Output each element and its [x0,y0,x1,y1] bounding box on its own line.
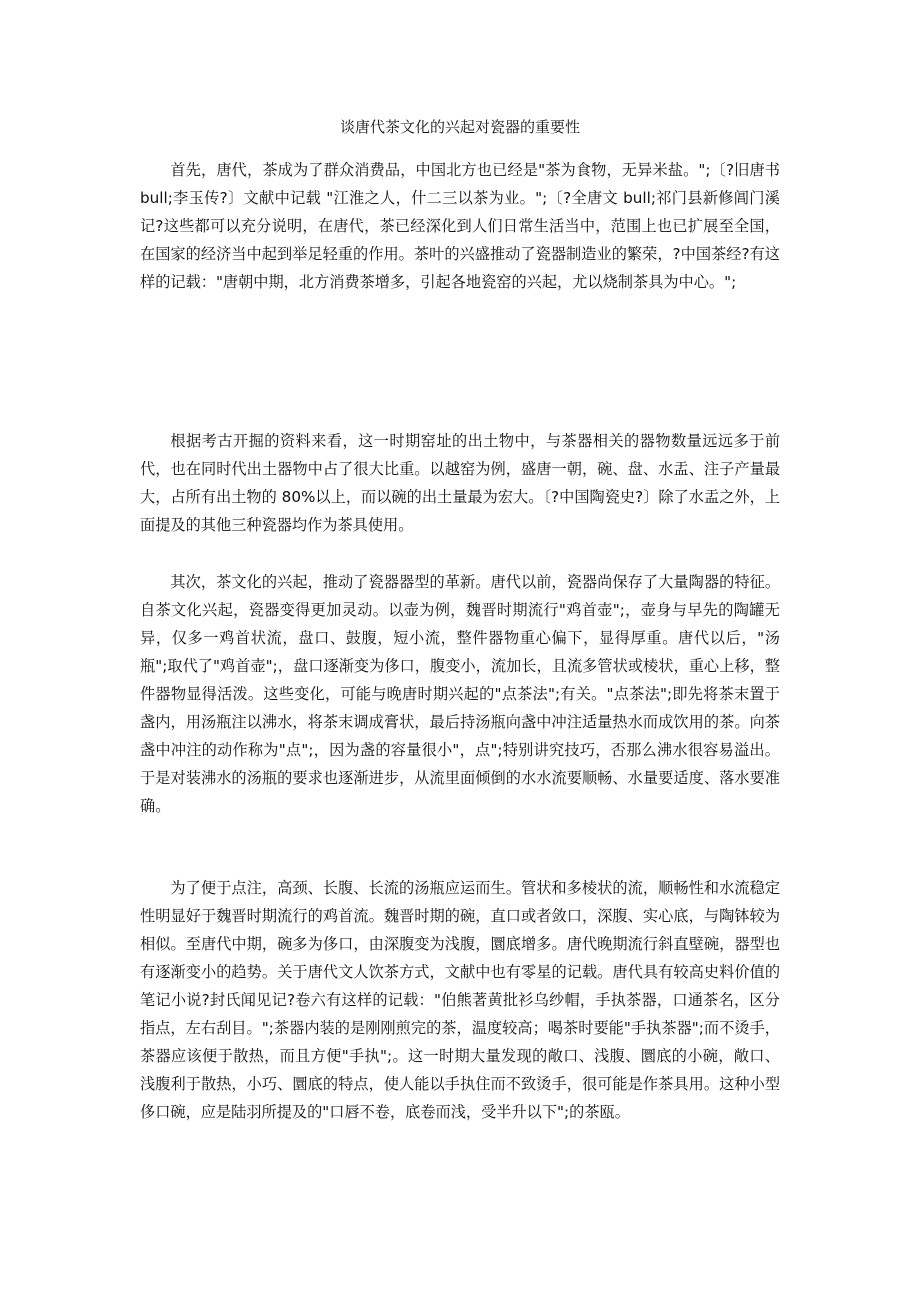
paragraph-4: 为了便于点注，高颈、长腹、长流的汤瓶应运而生。管状和多棱状的流，顺畅性和水流稳定性明显好于魏晋时期流行的鸡首流。魏晋时期的碗，直口或者敛口，深腹、实心底，与陶钵较为相似。至唐代中期，碗多为侈口，由深腹变为浅腹，圜底增多。唐代晚期流行斜直壁碗，器型也有逐渐变小的趋势。关于唐代文人饮茶方式，文献中也有零星的记载。唐代具有较高史料价值的笔记小说?封氏闻见记?卷六有这样的记载："伯熊著黄批衫乌纱帽，手执茶器，口通茶名，区分指点，左右刮目。";茶器内装的是刚刚煎完的茶，温度较高；喝茶时要能"手执茶器";而不烫手，茶器应该便于散热，而且方便"手执";。这一时期大量发现的敞口、浅腹、圜底的小碗，敞口、浅腹利于散热，小巧、圜底的特点，使人能以手执住而不致烫手，很可能是作茶具用。这种小型侈口碗，应是陆羽所提及的"口唇不卷，底卷而浅，受半升以下";的茶瓯。 [140,879,780,1121]
paragraph-1: 首先，唐代，茶成为了群众消费品，中国北方也已经是"茶为食物，无异米盐。";〔?旧唐书 bull;李玉传?〕文献中记载 "江淮之人，什二三以茶为业。";〔?全唐文 bull;祁门县新修阊门溪记?这些都可以充分说明，在唐代，茶已经深化到人们日常生活当中，范围上也已扩展至全国，在国家的经济当中起到举足轻重的作用。茶叶的兴盛推动了瓷器制造业的繁荣，?中国茶经?有这样的记载："唐朝中期，北方消费茶增多，引起各地瓷窑的兴起，尤以烧制茶具为中心。"; [140,161,780,291]
paragraph-2: 根据考古开掘的资料来看，这一时期窑址的出土物中，与茶器相关的器物数量远远多于前代，也在同时代出土器物中占了很大比重。以越窑为例，盛唐一朝，碗、盘、水盂、注子产量最大，占所有出土物的 80%以上，而以碗的出土量最为宏大。〔?中国陶瓷史?〕除了水盂之外，上面提及的其他三种瓷器均作为茶具使用。 [140,432,780,534]
paragraph-3: 其次，茶文化的兴起，推动了瓷器器型的革新。唐代以前，瓷器尚保存了大量陶器的特征。自茶文化兴起，瓷器变得更加灵动。以壶为例，魏晋时期流行"鸡首壶";，壶身与早先的陶罐无异，仅多一鸡首状流，盘口、鼓腹，短小流，整件器物重心偏下，显得厚重。唐代以后，"汤瓶";取代了"鸡首壶";，盘口逐渐变为侈口，腹变小，流加长，且流多管状或棱状，重心上移，整件器物显得活泼。这些变化，可能与晚唐时期兴起的"点茶法";有关。"点茶法";即先将茶末置于盏内，用汤瓶注以沸水，将茶末调成膏状，最后持汤瓶向盏中冲注适量热水而成饮用的茶。向茶盏中冲注的动作称为"点";，因为盏的容量很小"，点";特别讲究技巧，否那么沸水很容易溢出。于是对装沸水的汤瓶的要求也逐渐进步，从流里面倾倒的水水流要顺畅、水量要适度、落水要准确。 [140,573,780,815]
document-title: 谈唐代茶文化的兴起对瓷器的重要性 [339,118,580,136]
